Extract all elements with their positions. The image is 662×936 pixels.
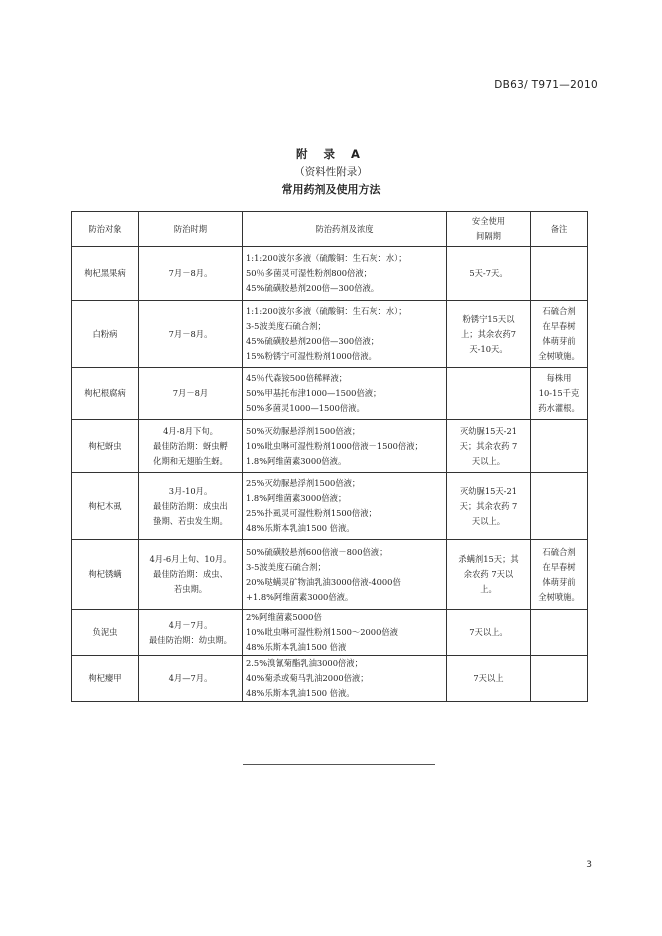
header-agents: 防治药剂及浓度 xyxy=(243,212,447,247)
agents-cell-line: 45％代森铵500倍稀释液； xyxy=(246,373,348,383)
note-cell xyxy=(531,656,588,702)
note-cell xyxy=(531,301,588,368)
interval-cell xyxy=(447,473,531,540)
note-cell xyxy=(531,420,588,473)
note-cell-line: 药水灌根。 xyxy=(538,403,580,413)
agents-cell-line: +1.8%阿维菌素3000倍液。 xyxy=(246,591,354,602)
pesticide-table xyxy=(71,211,588,702)
agents-cell-line: 50%甲基托布津1000—1500倍液； xyxy=(246,388,382,398)
agents-cell-line: 10%吡虫啉可湿性粉剂1500～2000倍液 xyxy=(246,627,398,637)
period-cell-line: 化期和无翅胎生蚜。 xyxy=(153,455,228,466)
header-period: 防治时期 xyxy=(139,212,243,247)
period-cell-line: 最佳防治期：幼虫期。 xyxy=(149,634,232,645)
period-cell xyxy=(139,301,243,368)
agents-cell-line: 48%乐斯本乳油1500 倍液。 xyxy=(246,688,355,698)
agents-cell xyxy=(243,656,447,702)
note-cell-line: 10-15千克 xyxy=(538,388,580,398)
period-cell xyxy=(139,368,243,420)
note-cell xyxy=(531,247,588,301)
period-cell xyxy=(139,610,243,656)
header-interval-line: 安全使用 xyxy=(471,216,506,226)
agents-cell xyxy=(243,368,447,420)
target-cell: 枸杞锈螨 xyxy=(72,540,139,610)
agents-cell-line: 45%硫磺胶悬剂200倍—300倍液； xyxy=(246,336,380,346)
note-cell xyxy=(531,368,588,420)
period-cell-line: 最佳防治期：蚜虫孵 xyxy=(153,440,228,451)
note-cell xyxy=(531,540,588,610)
target-cell: 负泥虫 xyxy=(72,610,139,656)
period-cell-line: 蛰期、若虫发生期。 xyxy=(153,515,228,526)
note-cell-line: 在早春树 xyxy=(542,321,576,331)
note-cell-line: 体萌芽前 xyxy=(542,576,576,587)
note-cell-line: 石硫合剂 xyxy=(542,546,576,557)
period-cell xyxy=(139,540,243,610)
agents-cell-line: 1.8%阿维菌素3000倍液。 xyxy=(246,455,347,466)
agents-cell-line: 40%菊杀或菊马乳油2000倍液； xyxy=(246,673,369,683)
period-cell-line: 3月-10月。 xyxy=(168,485,213,496)
note-cell xyxy=(531,473,588,540)
target-cell: 枸杞蚜虫 xyxy=(72,420,139,473)
note-cell-line: 在早春树 xyxy=(542,561,576,572)
table-row xyxy=(72,368,588,420)
end-rule xyxy=(243,764,435,765)
agents-cell-line: 25%灭幼脲悬浮剂1500倍液； xyxy=(246,478,361,488)
interval-cell-line: 7天以上。 xyxy=(469,627,508,637)
interval-cell-line: 天-10天。 xyxy=(469,343,508,354)
table-header-row xyxy=(72,212,588,247)
period-cell xyxy=(139,247,243,301)
interval-cell-line: 天；其余农药 7 xyxy=(459,440,518,451)
agents-cell xyxy=(243,473,447,540)
agents-cell-line: 3-5波美度石硫合剂； xyxy=(246,561,326,572)
agents-cell-line: 2.5%溴氰菊酯乳油3000倍液； xyxy=(246,658,363,668)
period-cell-line: 最佳防治期：成虫出 xyxy=(153,500,228,511)
agents-cell-line: 50%灭幼脲悬浮剂1500倍液； xyxy=(246,425,361,436)
agents-cell-line: 1:1:200波尔多液（硫酸铜：生石灰：水）； xyxy=(246,253,407,263)
note-cell-line: 每株用 xyxy=(546,373,572,383)
table-row xyxy=(72,420,588,473)
target-cell: 枸杞根腐病 xyxy=(72,368,139,420)
agents-cell-line: 2%阿维菌素5000倍 xyxy=(246,612,322,622)
interval-cell-line: 上。 xyxy=(480,584,497,594)
target-cell: 枸杞木虱 xyxy=(72,473,139,540)
interval-cell xyxy=(447,540,531,610)
agents-cell-line: 50%多菌灵1000—1500倍液。 xyxy=(246,403,365,413)
table-row xyxy=(72,610,588,656)
header-note: 备注 xyxy=(531,212,588,247)
interval-cell-line: 灭幼脲15天-21 xyxy=(459,485,518,496)
agents-cell-line: 20%哒螨灵矿物油乳油3000倍液-4000倍 xyxy=(246,576,401,587)
interval-cell-line: 天；其余农药 7 xyxy=(459,500,518,511)
interval-cell-line: 天以上。 xyxy=(471,455,506,466)
interval-cell-line: 灭幼脲15天-21 xyxy=(459,425,518,436)
note-cell-line: 全树喷施。 xyxy=(538,591,580,602)
period-cell-line: 7月－8月。 xyxy=(168,328,213,339)
interval-cell-line: 5天-7天。 xyxy=(469,268,508,278)
page-number: 3 xyxy=(586,860,592,870)
agents-cell-line: 1:1:200波尔多液（硫酸铜：生石灰：水）； xyxy=(246,306,407,316)
header-target: 防治对象 xyxy=(72,212,139,247)
table-row xyxy=(72,247,588,301)
note-cell-line: 体萌芽前 xyxy=(542,336,576,346)
agents-cell-line: 45%硫磺胶悬剂200倍—300倍液。 xyxy=(246,283,380,293)
agents-cell-line: 50％多菌灵可湿性粉剂800倍液； xyxy=(246,268,372,278)
target-cell: 枸杞黑果病 xyxy=(72,247,139,301)
interval-cell xyxy=(447,420,531,473)
agents-cell-line: 50%硫磺胶悬剂600倍液－800倍液； xyxy=(246,546,388,557)
agents-cell xyxy=(243,610,447,656)
table-row xyxy=(72,656,588,702)
interval-cell-line: 杀螨剂15天；其 xyxy=(458,554,519,564)
interval-cell-line: 上；其余农药7 xyxy=(460,328,517,339)
annex-title: 常用药剂及使用方法 xyxy=(281,183,381,196)
note-cell xyxy=(531,610,588,656)
note-cell-line: 石硫合剂 xyxy=(542,306,576,316)
table-row xyxy=(72,473,588,540)
period-cell xyxy=(139,420,243,473)
period-cell-line: 4月－7月。 xyxy=(168,619,213,630)
agents-cell-line: 1.8%阿维菌素3000倍液； xyxy=(246,493,347,503)
interval-cell-line: 余农药 7天以 xyxy=(463,569,514,579)
agents-cell-line: 10%吡虫啉可湿性粉剂1000倍液－1500倍液； xyxy=(246,440,423,451)
agents-cell-line: 48%乐斯本乳油1500 倍液。 xyxy=(246,523,355,533)
interval-cell xyxy=(447,301,531,368)
header-interval-line: 间隔期 xyxy=(476,231,501,241)
period-cell xyxy=(139,656,243,702)
period-cell-line: 最佳防治期：成虫、 xyxy=(153,569,228,579)
agents-cell-line: 3-5波美度石硫合剂； xyxy=(246,321,326,331)
interval-cell-line: 7天以上 xyxy=(473,673,504,683)
period-cell-line: 4月-6月上旬、10月。 xyxy=(149,554,232,564)
header-interval xyxy=(447,212,531,247)
target-cell: 白粉病 xyxy=(72,301,139,368)
agents-cell xyxy=(243,247,447,301)
target-cell: 枸杞瘿甲 xyxy=(72,656,139,702)
document-number: DB63/ T971—2010 xyxy=(494,79,598,91)
agents-cell xyxy=(243,301,447,368)
period-cell-line: 若虫期。 xyxy=(173,584,208,594)
agents-cell xyxy=(243,420,447,473)
note-cell-line: 全树喷施。 xyxy=(538,351,580,361)
period-cell-line: 4月-8月下旬。 xyxy=(163,425,218,436)
annex-type: （资料性附录） xyxy=(294,166,368,178)
table-row xyxy=(72,540,588,610)
interval-cell xyxy=(447,610,531,656)
period-cell-line: 7月－8月。 xyxy=(168,268,213,278)
agents-cell-line: 48%乐斯本乳油1500 倍液 xyxy=(246,642,347,652)
period-cell-line: 7月－8月 xyxy=(172,388,209,398)
agents-cell-line: 15%粉锈宁可湿性粉剂1000倍液。 xyxy=(246,351,377,361)
agents-cell xyxy=(243,540,447,610)
interval-cell xyxy=(447,368,531,420)
agents-cell-line: 25%扑虱灵可湿性粉剂1500倍液； xyxy=(246,508,377,518)
annex-label: 附 录 A xyxy=(296,147,366,161)
interval-cell xyxy=(447,656,531,702)
interval-cell-line: 天以上。 xyxy=(471,515,506,526)
table-row xyxy=(72,301,588,368)
interval-cell xyxy=(447,247,531,301)
interval-cell-line: 粉锈宁15天以 xyxy=(462,313,515,324)
period-cell-line: 4月—7月。 xyxy=(168,673,213,683)
period-cell xyxy=(139,473,243,540)
